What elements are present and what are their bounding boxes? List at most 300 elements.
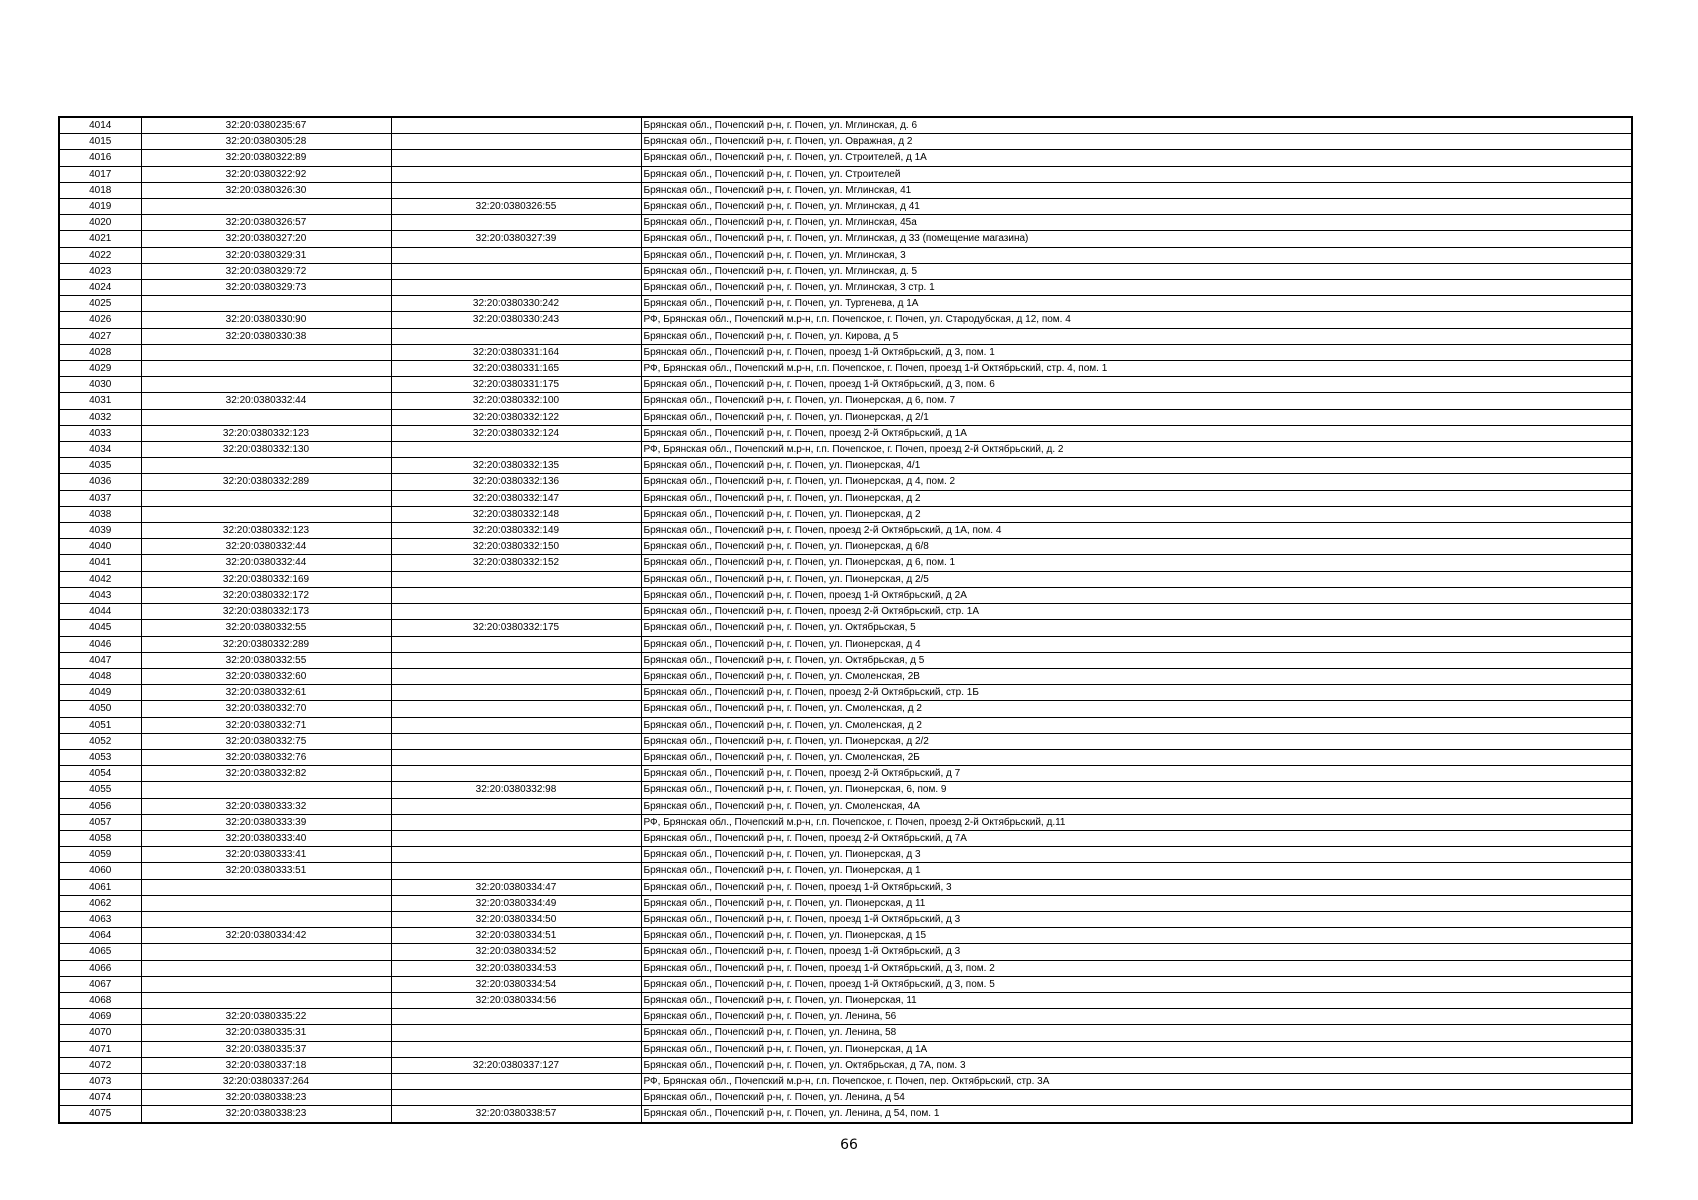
row-number-cell: 4071	[59, 1041, 141, 1057]
object-cadastral-number-cell: 32:20:0380330:242	[391, 296, 641, 312]
address-cell: Брянская обл., Почепский р-н, г. Почеп, ул. Пионерская, д 1А	[641, 1041, 1632, 1057]
row-number-cell: 4030	[59, 377, 141, 393]
row-number-cell: 4019	[59, 199, 141, 215]
row-number-cell: 4041	[59, 555, 141, 571]
object-cadastral-number-cell: 32:20:0380331:164	[391, 344, 641, 360]
address-cell: Брянская обл., Почепский р-н, г. Почеп, ул. Октябрьская, д 7А, пом. 3	[641, 1057, 1632, 1073]
cadastral-number-cell: 32:20:0380334:42	[141, 928, 391, 944]
table-row	[59, 231, 1632, 247]
row-number-cell: 4037	[59, 490, 141, 506]
row-number-cell: 4063	[59, 911, 141, 927]
address-cell: Брянская обл., Почепский р-н, г. Почеп, ул. Мглинская, д 41	[641, 199, 1632, 215]
address-cell: РФ, Брянская обл., Почепский м.р-н, г.п. Почепское, г. Почеп, пер. Октябрьский, стр. 3А	[641, 1073, 1632, 1089]
cadastral-number-cell: 32:20:0380332:44	[141, 539, 391, 555]
address-cell: Брянская обл., Почепский р-н, г. Почеп, ул. Пионерская, д 2/1	[641, 409, 1632, 425]
address-cell: Брянская обл., Почепский р-н, г. Почеп, проезд 2-й Октябрьский, стр. 1Б	[641, 685, 1632, 701]
cadastral-number-cell	[141, 960, 391, 976]
address-cell: Брянская обл., Почепский р-н, г. Почеп, ул. Пионерская, д 6, пом. 1	[641, 555, 1632, 571]
cadastral-number-cell	[141, 944, 391, 960]
address-cell: Брянская обл., Почепский р-н, г. Почеп, проезд 1-й Октябрьский, д 3	[641, 944, 1632, 960]
address-cell: Брянская обл., Почепский р-н, г. Почеп, ул. Ленина, д 54	[641, 1090, 1632, 1106]
row-number-cell: 4070	[59, 1025, 141, 1041]
address-cell: Брянская обл., Почепский р-н, г. Почеп, ул. Строителей, д 1А	[641, 150, 1632, 166]
address-cell: Брянская обл., Почепский р-н, г. Почеп, ул. Пионерская, д 2/5	[641, 571, 1632, 587]
row-number-cell: 4032	[59, 409, 141, 425]
address-cell: Брянская обл., Почепский р-н, г. Почеп, ул. Смоленская, д 2	[641, 701, 1632, 717]
address-cell: Брянская обл., Почепский р-н, г. Почеп, проезд 2-й Октябрьский, д 7	[641, 766, 1632, 782]
table-row	[59, 1025, 1632, 1041]
object-cadastral-number-cell	[391, 442, 641, 458]
table-row	[59, 247, 1632, 263]
address-cell: Брянская обл., Почепский р-н, г. Почеп, ул. Мглинская, д. 6	[641, 117, 1632, 134]
row-number-cell: 4044	[59, 604, 141, 620]
cadastral-number-cell: 32:20:0380335:22	[141, 1009, 391, 1025]
registry-table-body	[59, 117, 1632, 1123]
address-cell: Брянская обл., Почепский р-н, г. Почеп, ул. Мглинская, д. 5	[641, 263, 1632, 279]
row-number-cell: 4049	[59, 685, 141, 701]
cadastral-number-cell	[141, 361, 391, 377]
object-cadastral-number-cell: 32:20:0380332:100	[391, 393, 641, 409]
address-cell: Брянская обл., Почепский р-н, г. Почеп, ул. Мглинская, 3 стр. 1	[641, 280, 1632, 296]
address-cell: Брянская обл., Почепский р-н, г. Почеп, проезд 2-й Октябрьский, д 1А	[641, 425, 1632, 441]
cadastral-number-cell: 32:20:0380333:51	[141, 863, 391, 879]
row-number-cell: 4020	[59, 215, 141, 231]
table-row	[59, 134, 1632, 150]
row-number-cell: 4036	[59, 474, 141, 490]
table-row	[59, 312, 1632, 328]
table-row	[59, 539, 1632, 555]
row-number-cell: 4059	[59, 847, 141, 863]
row-number-cell: 4025	[59, 296, 141, 312]
address-cell: Брянская обл., Почепский р-н, г. Почеп, ул. Пионерская, д 15	[641, 928, 1632, 944]
object-cadastral-number-cell	[391, 717, 641, 733]
address-cell: Брянская обл., Почепский р-н, г. Почеп, ул. Пионерская, д 6/8	[641, 539, 1632, 555]
address-cell: РФ, Брянская обл., Почепский м.р-н, г.п. Почепское, г. Почеп, проезд 2-й Октябрьский, д. 2	[641, 442, 1632, 458]
address-cell: Брянская обл., Почепский р-н, г. Почеп, ул. Кирова, д 5	[641, 328, 1632, 344]
object-cadastral-number-cell	[391, 215, 641, 231]
row-number-cell: 4058	[59, 830, 141, 846]
address-cell: РФ, Брянская обл., Почепский м.р-н, г.п. Почепское, г. Почеп, проезд 2-й Октябрьский, д.11	[641, 814, 1632, 830]
row-number-cell: 4069	[59, 1009, 141, 1025]
row-number-cell: 4026	[59, 312, 141, 328]
address-cell: Брянская обл., Почепский р-н, г. Почеп, ул. Пионерская, д 4, пом. 2	[641, 474, 1632, 490]
address-cell: Брянская обл., Почепский р-н, г. Почеп, проезд 1-й Октябрьский, д 3, пом. 5	[641, 976, 1632, 992]
object-cadastral-number-cell	[391, 1090, 641, 1106]
table-row	[59, 944, 1632, 960]
object-cadastral-number-cell: 32:20:0380332:136	[391, 474, 641, 490]
address-cell: Брянская обл., Почепский р-н, г. Почеп, проезд 1-й Октябрьский, д 3	[641, 911, 1632, 927]
row-number-cell: 4051	[59, 717, 141, 733]
table-row	[59, 1009, 1632, 1025]
object-cadastral-number-cell	[391, 847, 641, 863]
table-row	[59, 928, 1632, 944]
object-cadastral-number-cell	[391, 182, 641, 198]
object-cadastral-number-cell: 32:20:0380334:54	[391, 976, 641, 992]
address-cell: Брянская обл., Почепский р-н, г. Почеп, ул. Пионерская, 4/1	[641, 458, 1632, 474]
object-cadastral-number-cell: 32:20:0380332:147	[391, 490, 641, 506]
row-number-cell: 4061	[59, 879, 141, 895]
cadastral-number-cell: 32:20:0380332:55	[141, 620, 391, 636]
cadastral-number-cell: 32:20:0380330:90	[141, 312, 391, 328]
cadastral-number-cell: 32:20:0380337:18	[141, 1057, 391, 1073]
row-number-cell: 4015	[59, 134, 141, 150]
object-cadastral-number-cell: 32:20:0380327:39	[391, 231, 641, 247]
object-cadastral-number-cell: 32:20:0380337:127	[391, 1057, 641, 1073]
table-row	[59, 442, 1632, 458]
table-row	[59, 182, 1632, 198]
cadastral-number-cell	[141, 377, 391, 393]
object-cadastral-number-cell	[391, 830, 641, 846]
cadastral-number-cell: 32:20:0380333:32	[141, 798, 391, 814]
table-row	[59, 814, 1632, 830]
row-number-cell: 4028	[59, 344, 141, 360]
table-row	[59, 847, 1632, 863]
cadastral-number-cell: 32:20:0380332:173	[141, 604, 391, 620]
table-row	[59, 344, 1632, 360]
object-cadastral-number-cell	[391, 1041, 641, 1057]
address-cell: Брянская обл., Почепский р-н, г. Почеп, ул. Ленина, 58	[641, 1025, 1632, 1041]
address-cell: Брянская обл., Почепский р-н, г. Почеп, ул. Мглинская, д 33 (помещение магазина)	[641, 231, 1632, 247]
object-cadastral-number-cell: 32:20:0380332:122	[391, 409, 641, 425]
table-row	[59, 1041, 1632, 1057]
table-row	[59, 555, 1632, 571]
address-cell: Брянская обл., Почепский р-н, г. Почеп, ул. Пионерская, д 1	[641, 863, 1632, 879]
cadastral-number-cell: 32:20:0380332:71	[141, 717, 391, 733]
table-row	[59, 1090, 1632, 1106]
table-row	[59, 490, 1632, 506]
object-cadastral-number-cell	[391, 766, 641, 782]
row-number-cell: 4055	[59, 782, 141, 798]
table-row	[59, 1073, 1632, 1089]
object-cadastral-number-cell	[391, 604, 641, 620]
table-row	[59, 506, 1632, 522]
table-row	[59, 976, 1632, 992]
object-cadastral-number-cell	[391, 247, 641, 263]
table-row	[59, 879, 1632, 895]
object-cadastral-number-cell: 32:20:0380331:165	[391, 361, 641, 377]
row-number-cell: 4057	[59, 814, 141, 830]
row-number-cell: 4075	[59, 1106, 141, 1123]
row-number-cell: 4029	[59, 361, 141, 377]
cadastral-number-cell: 32:20:0380333:40	[141, 830, 391, 846]
address-cell: Брянская обл., Почепский р-н, г. Почеп, ул. Овражная, д 2	[641, 134, 1632, 150]
table-row	[59, 263, 1632, 279]
object-cadastral-number-cell	[391, 134, 641, 150]
table-row	[59, 166, 1632, 182]
cadastral-number-cell: 32:20:0380329:73	[141, 280, 391, 296]
object-cadastral-number-cell	[391, 636, 641, 652]
cadastral-number-cell: 32:20:0380322:92	[141, 166, 391, 182]
object-cadastral-number-cell: 32:20:0380332:149	[391, 523, 641, 539]
row-number-cell: 4018	[59, 182, 141, 198]
address-cell: Брянская обл., Почепский р-н, г. Почеп, ул. Пионерская, д 2	[641, 490, 1632, 506]
row-number-cell: 4021	[59, 231, 141, 247]
address-cell: Брянская обл., Почепский р-н, г. Почеп, ул. Тургенева, д 1А	[641, 296, 1632, 312]
object-cadastral-number-cell: 32:20:0380334:49	[391, 895, 641, 911]
address-cell: Брянская обл., Почепский р-н, г. Почеп, ул. Смоленская, 4А	[641, 798, 1632, 814]
registry-table	[58, 116, 1633, 1124]
address-cell: Брянская обл., Почепский р-н, г. Почеп, проезд 1-й Октябрьский, 3	[641, 879, 1632, 895]
object-cadastral-number-cell	[391, 328, 641, 344]
object-cadastral-number-cell: 32:20:0380330:243	[391, 312, 641, 328]
row-number-cell: 4024	[59, 280, 141, 296]
cadastral-number-cell: 32:20:0380332:169	[141, 571, 391, 587]
table-row	[59, 215, 1632, 231]
row-number-cell: 4056	[59, 798, 141, 814]
address-cell: Брянская обл., Почепский р-н, г. Почеп, ул. Пионерская, д 6, пом. 7	[641, 393, 1632, 409]
table-row	[59, 766, 1632, 782]
address-cell: Брянская обл., Почепский р-н, г. Почеп, ул. Мглинская, 45а	[641, 215, 1632, 231]
object-cadastral-number-cell	[391, 1025, 641, 1041]
row-number-cell: 4060	[59, 863, 141, 879]
table-row	[59, 150, 1632, 166]
address-cell: Брянская обл., Почепский р-н, г. Почеп, проезд 2-й Октябрьский, д 7А	[641, 830, 1632, 846]
table-row	[59, 458, 1632, 474]
object-cadastral-number-cell	[391, 571, 641, 587]
object-cadastral-number-cell	[391, 587, 641, 603]
object-cadastral-number-cell	[391, 814, 641, 830]
cadastral-number-cell: 32:20:0380332:60	[141, 668, 391, 684]
object-cadastral-number-cell: 32:20:0380332:135	[391, 458, 641, 474]
table-row	[59, 117, 1632, 134]
cadastral-number-cell: 32:20:0380332:123	[141, 425, 391, 441]
object-cadastral-number-cell: 32:20:0380332:98	[391, 782, 641, 798]
cadastral-number-cell: 32:20:0380330:38	[141, 328, 391, 344]
object-cadastral-number-cell	[391, 280, 641, 296]
object-cadastral-number-cell	[391, 749, 641, 765]
table-row	[59, 425, 1632, 441]
row-number-cell: 4050	[59, 701, 141, 717]
row-number-cell: 4047	[59, 652, 141, 668]
table-row	[59, 782, 1632, 798]
row-number-cell: 4040	[59, 539, 141, 555]
object-cadastral-number-cell	[391, 150, 641, 166]
cadastral-number-cell	[141, 344, 391, 360]
cadastral-number-cell: 32:20:0380305:28	[141, 134, 391, 150]
row-number-cell: 4072	[59, 1057, 141, 1073]
object-cadastral-number-cell	[391, 798, 641, 814]
table-row	[59, 571, 1632, 587]
object-cadastral-number-cell: 32:20:0380334:47	[391, 879, 641, 895]
address-cell: Брянская обл., Почепский р-н, г. Почеп, ул. Октябрьская, 5	[641, 620, 1632, 636]
table-row	[59, 1106, 1632, 1123]
table-row	[59, 992, 1632, 1008]
row-number-cell: 4053	[59, 749, 141, 765]
object-cadastral-number-cell: 32:20:0380332:124	[391, 425, 641, 441]
cadastral-number-cell	[141, 506, 391, 522]
cadastral-number-cell: 32:20:0380333:39	[141, 814, 391, 830]
cadastral-number-cell	[141, 895, 391, 911]
cadastral-number-cell: 32:20:0380332:44	[141, 393, 391, 409]
object-cadastral-number-cell	[391, 652, 641, 668]
address-cell: Брянская обл., Почепский р-н, г. Почеп, ул. Смоленская, д 2	[641, 717, 1632, 733]
address-cell: Брянская обл., Почепский р-н, г. Почеп, ул. Смоленская, 2Б	[641, 749, 1632, 765]
address-cell: Брянская обл., Почепский р-н, г. Почеп, проезд 2-й Октябрьский, д 1А, пом. 4	[641, 523, 1632, 539]
table-row	[59, 733, 1632, 749]
table-row	[59, 830, 1632, 846]
address-cell: Брянская обл., Почепский р-н, г. Почеп, ул. Пионерская, д 2	[641, 506, 1632, 522]
row-number-cell: 4065	[59, 944, 141, 960]
cadastral-number-cell	[141, 879, 391, 895]
cadastral-number-cell: 32:20:0380333:41	[141, 847, 391, 863]
cadastral-number-cell: 32:20:0380332:61	[141, 685, 391, 701]
address-cell: РФ, Брянская обл., Почепский м.р-н, г.п. Почепское, г. Почеп, проезд 1-й Октябрьский, стр. 4, пом. 1	[641, 361, 1632, 377]
cadastral-number-cell: 32:20:0380335:31	[141, 1025, 391, 1041]
table-row	[59, 863, 1632, 879]
cadastral-number-cell: 32:20:0380329:72	[141, 263, 391, 279]
object-cadastral-number-cell	[391, 117, 641, 134]
cadastral-number-cell: 32:20:0380235:67	[141, 117, 391, 134]
row-number-cell: 4033	[59, 425, 141, 441]
address-cell: Брянская обл., Почепский р-н, г. Почеп, ул. Ленина, д 54, пом. 1	[641, 1106, 1632, 1123]
address-cell: Брянская обл., Почепский р-н, г. Почеп, ул. Октябрьская, д 5	[641, 652, 1632, 668]
cadastral-number-cell: 32:20:0380326:57	[141, 215, 391, 231]
row-number-cell: 4054	[59, 766, 141, 782]
object-cadastral-number-cell: 32:20:0380331:175	[391, 377, 641, 393]
object-cadastral-number-cell: 32:20:0380334:53	[391, 960, 641, 976]
address-cell: Брянская обл., Почепский р-н, г. Почеп, ул. Пионерская, д 3	[641, 847, 1632, 863]
table-row	[59, 199, 1632, 215]
row-number-cell: 4066	[59, 960, 141, 976]
table-row	[59, 361, 1632, 377]
table-row	[59, 296, 1632, 312]
row-number-cell: 4073	[59, 1073, 141, 1089]
object-cadastral-number-cell	[391, 863, 641, 879]
row-number-cell: 4038	[59, 506, 141, 522]
row-number-cell: 4052	[59, 733, 141, 749]
table-row	[59, 328, 1632, 344]
cadastral-number-cell	[141, 199, 391, 215]
object-cadastral-number-cell: 32:20:0380334:51	[391, 928, 641, 944]
cadastral-number-cell: 32:20:0380338:23	[141, 1090, 391, 1106]
table-row	[59, 685, 1632, 701]
address-cell: Брянская обл., Почепский р-н, г. Почеп, ул. Мглинская, 3	[641, 247, 1632, 263]
object-cadastral-number-cell	[391, 701, 641, 717]
table-row	[59, 409, 1632, 425]
cadastral-number-cell: 32:20:0380329:31	[141, 247, 391, 263]
object-cadastral-number-cell	[391, 1073, 641, 1089]
object-cadastral-number-cell	[391, 685, 641, 701]
object-cadastral-number-cell: 32:20:0380334:56	[391, 992, 641, 1008]
cadastral-number-cell: 32:20:0380332:130	[141, 442, 391, 458]
cadastral-number-cell: 32:20:0380332:70	[141, 701, 391, 717]
cadastral-number-cell: 32:20:0380332:289	[141, 636, 391, 652]
row-number-cell: 4039	[59, 523, 141, 539]
object-cadastral-number-cell	[391, 166, 641, 182]
object-cadastral-number-cell	[391, 733, 641, 749]
cadastral-number-cell: 32:20:0380332:172	[141, 587, 391, 603]
object-cadastral-number-cell	[391, 263, 641, 279]
cadastral-number-cell: 32:20:0380332:55	[141, 652, 391, 668]
cadastral-number-cell	[141, 490, 391, 506]
table-row	[59, 960, 1632, 976]
address-cell: Брянская обл., Почепский р-н, г. Почеп, ул. Пионерская, д 11	[641, 895, 1632, 911]
row-number-cell: 4045	[59, 620, 141, 636]
object-cadastral-number-cell: 32:20:0380334:52	[391, 944, 641, 960]
table-row	[59, 798, 1632, 814]
object-cadastral-number-cell: 32:20:0380334:50	[391, 911, 641, 927]
cadastral-number-cell: 32:20:0380322:89	[141, 150, 391, 166]
address-cell: РФ, Брянская обл., Почепский м.р-н, г.п. Почепское, г. Почеп, ул. Стародубская, д 12, пом. 4	[641, 312, 1632, 328]
object-cadastral-number-cell: 32:20:0380332:175	[391, 620, 641, 636]
table-row	[59, 895, 1632, 911]
table-row	[59, 604, 1632, 620]
row-number-cell: 4062	[59, 895, 141, 911]
object-cadastral-number-cell: 32:20:0380332:152	[391, 555, 641, 571]
object-cadastral-number-cell: 32:20:0380338:57	[391, 1106, 641, 1123]
row-number-cell: 4042	[59, 571, 141, 587]
table-row	[59, 652, 1632, 668]
address-cell: Брянская обл., Почепский р-н, г. Почеп, проезд 1-й Октябрьский, д 3, пом. 2	[641, 960, 1632, 976]
row-number-cell: 4043	[59, 587, 141, 603]
table-row	[59, 701, 1632, 717]
address-cell: Брянская обл., Почепский р-н, г. Почеп, ул. Мглинская, 41	[641, 182, 1632, 198]
row-number-cell: 4017	[59, 166, 141, 182]
table-row	[59, 523, 1632, 539]
cadastral-number-cell: 32:20:0380332:82	[141, 766, 391, 782]
address-cell: Брянская обл., Почепский р-н, г. Почеп, ул. Пионерская, 11	[641, 992, 1632, 1008]
object-cadastral-number-cell: 32:20:0380326:55	[391, 199, 641, 215]
address-cell: Брянская обл., Почепский р-н, г. Почеп, проезд 1-й Октябрьский, д 2А	[641, 587, 1632, 603]
object-cadastral-number-cell	[391, 668, 641, 684]
address-cell: Брянская обл., Почепский р-н, г. Почеп, проезд 1-й Октябрьский, д 3, пом. 6	[641, 377, 1632, 393]
table-row	[59, 1057, 1632, 1073]
cadastral-number-cell: 32:20:0380332:75	[141, 733, 391, 749]
row-number-cell: 4031	[59, 393, 141, 409]
row-number-cell: 4014	[59, 117, 141, 134]
row-number-cell: 4074	[59, 1090, 141, 1106]
address-cell: Брянская обл., Почепский р-н, г. Почеп, проезд 1-й Октябрьский, д 3, пом. 1	[641, 344, 1632, 360]
cadastral-number-cell	[141, 911, 391, 927]
cadastral-number-cell	[141, 976, 391, 992]
cadastral-number-cell: 32:20:0380332:289	[141, 474, 391, 490]
cadastral-number-cell: 32:20:0380335:37	[141, 1041, 391, 1057]
table-row	[59, 636, 1632, 652]
object-cadastral-number-cell: 32:20:0380332:148	[391, 506, 641, 522]
table-row	[59, 717, 1632, 733]
cadastral-number-cell: 32:20:0380337:264	[141, 1073, 391, 1089]
table-row	[59, 668, 1632, 684]
row-number-cell: 4027	[59, 328, 141, 344]
table-row	[59, 587, 1632, 603]
cadastral-number-cell	[141, 458, 391, 474]
cadastral-number-cell: 32:20:0380332:76	[141, 749, 391, 765]
cadastral-number-cell	[141, 409, 391, 425]
address-cell: Брянская обл., Почепский р-н, г. Почеп, ул. Ленина, 56	[641, 1009, 1632, 1025]
cadastral-number-cell	[141, 296, 391, 312]
row-number-cell: 4035	[59, 458, 141, 474]
row-number-cell: 4048	[59, 668, 141, 684]
object-cadastral-number-cell	[391, 1009, 641, 1025]
row-number-cell: 4068	[59, 992, 141, 1008]
table-row	[59, 474, 1632, 490]
table-row	[59, 377, 1632, 393]
address-cell: Брянская обл., Почепский р-н, г. Почеп, ул. Смоленская, 2В	[641, 668, 1632, 684]
cadastral-number-cell	[141, 992, 391, 1008]
row-number-cell: 4016	[59, 150, 141, 166]
address-cell: Брянская обл., Почепский р-н, г. Почеп, ул. Пионерская, д 2/2	[641, 733, 1632, 749]
row-number-cell: 4067	[59, 976, 141, 992]
row-number-cell: 4034	[59, 442, 141, 458]
table-row	[59, 280, 1632, 296]
row-number-cell: 4022	[59, 247, 141, 263]
address-cell: Брянская обл., Почепский р-н, г. Почеп, ул. Пионерская, 6, пом. 9	[641, 782, 1632, 798]
row-number-cell: 4064	[59, 928, 141, 944]
table-row	[59, 393, 1632, 409]
table-row	[59, 749, 1632, 765]
cadastral-number-cell: 32:20:0380332:123	[141, 523, 391, 539]
cadastral-number-cell: 32:20:0380327:20	[141, 231, 391, 247]
